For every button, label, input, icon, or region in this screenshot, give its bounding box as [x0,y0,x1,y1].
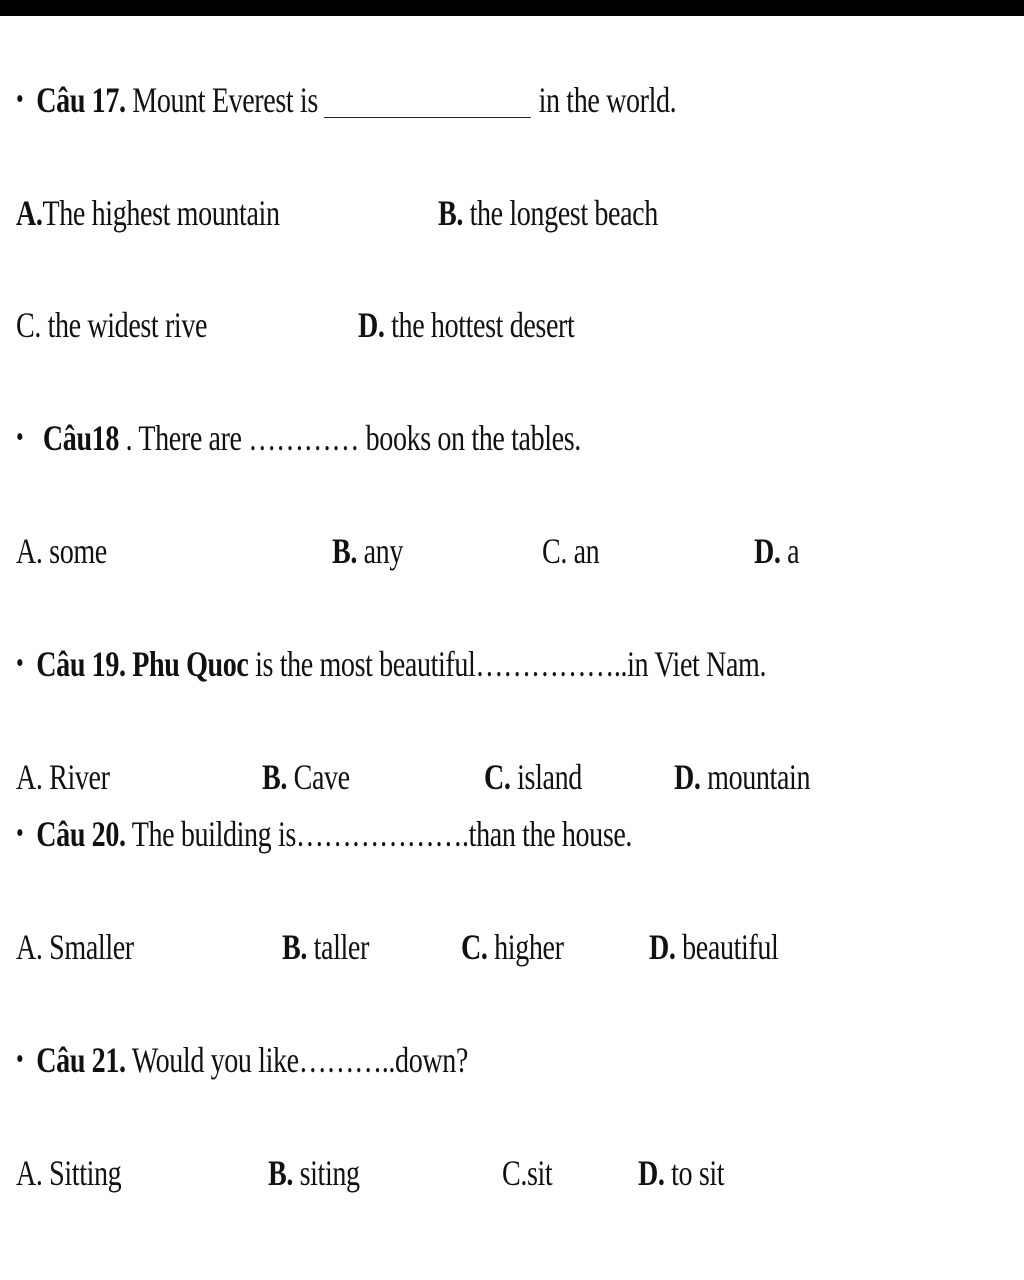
option-18-c[interactable] [542,529,599,573]
option-letter: C. [16,305,41,345]
option-letter: C. [502,1153,527,1193]
option-letter: C. [461,927,488,967]
option-text: River [42,757,110,797]
question-text-end: in the world. [538,80,677,120]
bullet-icon: • [16,818,24,849]
question-text: The building is……………….than the house. [125,814,633,854]
option-letter: B. [438,193,463,233]
bullet-icon: • [16,422,24,453]
option-letter: A. [16,757,43,797]
option-20-a[interactable] [16,925,134,969]
option-text: island [510,757,582,797]
option-20-d[interactable] [649,925,778,969]
option-text: Smaller [42,927,134,967]
question-label: Câu18 [42,418,119,458]
option-letter: D. [638,1153,665,1193]
option-19-d[interactable] [674,755,810,799]
question-label: Câu 17. [36,80,126,120]
option-text: Cave [286,757,350,797]
option-20-b[interactable] [282,925,369,969]
answer-blank [324,89,531,118]
question-text: Mount Everest is [132,80,318,120]
bullet-icon: • [16,84,24,115]
question-19 [16,642,766,686]
option-18-b[interactable] [332,529,403,573]
question-text: . There are ………… books on the tables. [118,418,581,458]
option-text: an [566,531,600,571]
question-18 [16,416,581,460]
option-21-d[interactable] [638,1151,724,1195]
option-18-d[interactable] [754,529,799,573]
option-21-c[interactable] [502,1151,552,1195]
option-letter: B. [268,1153,293,1193]
option-letter: B. [282,927,307,967]
option-17-d[interactable] [358,303,574,347]
option-19-c[interactable] [484,755,582,799]
option-20-c[interactable] [461,925,564,969]
option-17-a[interactable] [16,191,280,235]
bullet-icon: • [16,1044,24,1075]
question-20 [16,812,632,856]
option-letter: D. [754,531,781,571]
option-letter: A. [16,531,43,571]
option-letter: D. [674,757,701,797]
question-21 [16,1038,468,1082]
option-text: the longest beach [462,193,658,233]
option-letter: C. [542,531,567,571]
option-text: to sit [664,1153,725,1193]
option-text: a [780,531,800,571]
bullet-icon: • [16,648,24,679]
question-label: Câu 21. [36,1040,126,1080]
question-17 [16,78,676,122]
option-text: taller [306,927,369,967]
option-17-c[interactable] [16,303,207,347]
option-text: Sitting [42,1153,122,1193]
option-letter: B. [262,757,287,797]
question-label: Câu 20. [36,814,126,854]
question-text: is the most beautiful……………..in Viet Nam. [248,644,767,684]
option-text: sit [526,1153,553,1193]
option-19-a[interactable] [16,755,110,799]
option-19-b[interactable] [262,755,350,799]
option-letter: A. [16,927,43,967]
option-text: mountain [700,757,811,797]
option-text: the widest rive [40,305,208,345]
option-text: some [42,531,107,571]
option-text: higher [487,927,564,967]
option-text: beautiful [675,927,779,967]
option-text: any [356,531,403,571]
option-letter: A. [16,193,43,233]
option-letter: D. [358,305,385,345]
option-21-a[interactable] [16,1151,121,1195]
option-text: The highest mountain [42,193,280,233]
option-text: siting [292,1153,360,1193]
option-letter: B. [332,531,357,571]
option-letter: D. [649,927,676,967]
top-black-bar [0,0,1024,16]
option-text: the hottest desert [384,305,575,345]
question-label: Câu 19. Phu Quoc [36,644,249,684]
option-letter: A. [16,1153,43,1193]
question-text: Would you like………..down? [125,1040,468,1080]
option-21-b[interactable] [268,1151,360,1195]
option-18-a[interactable] [16,529,107,573]
option-letter: C. [484,757,511,797]
option-17-b[interactable] [438,191,658,235]
